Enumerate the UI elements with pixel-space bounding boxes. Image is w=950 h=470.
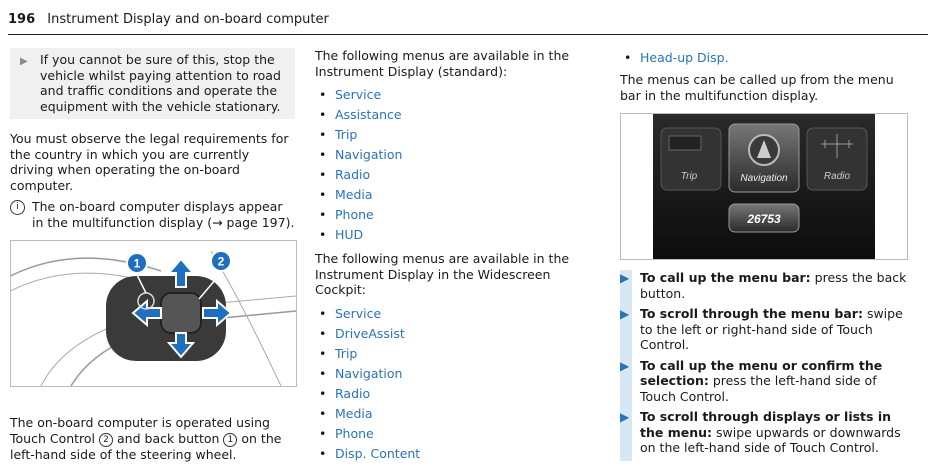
- extra-menu-list: [620, 48, 910, 68]
- callout-badge-1-label: 1: [133, 256, 141, 271]
- instruction-step: ▶ To call up the menu or confirm the selection: press the left-hand side of Touch Control.: [620, 358, 910, 405]
- tile-trip-label: Trip: [680, 171, 698, 182]
- info-note: [10, 199, 295, 230]
- menu-link[interactable]: • Media: [315, 185, 597, 205]
- callout-badge-2-label: 2: [217, 254, 225, 269]
- menu-link[interactable]: • Disp. Content: [315, 444, 597, 464]
- touch-control-pad: [161, 293, 201, 333]
- steering-wheel-figure: [10, 240, 297, 387]
- widescreen-intro: The following menus are available in the Instrument Display in the Widescreen Cockpit:: [315, 251, 570, 297]
- instruction-step: ▶ To scroll through displays or lists in the menu: swipe upwards or downwards on the left-hand side of Touch Control.: [620, 409, 910, 456]
- menu-link[interactable]: • Trip: [315, 125, 597, 145]
- operation-text-c: on the left-hand side of the steering wheel.: [10, 430, 282, 462]
- menubar-paragraph: The menus can be called up from the menu bar in the multifunction display.: [620, 72, 894, 103]
- instruction-step: ▶ To scroll through the menu bar: swipe to the left or right-hand side of Touch Control.: [620, 306, 910, 353]
- menu-link[interactable]: • Media: [315, 404, 597, 424]
- menu-link[interactable]: • Trip: [315, 344, 597, 364]
- page-title: Instrument Display and on-board computer: [47, 12, 329, 27]
- menu-link[interactable]: • Phone: [315, 205, 597, 225]
- step-arrow-icon: ▶: [620, 271, 630, 285]
- menu-link[interactable]: • DriveAssist: [315, 324, 597, 344]
- page-number: 196: [8, 12, 36, 27]
- info-text: The on-board computer displays appear in the multifunction display (→ page 197).: [32, 199, 295, 230]
- warning-text: If you cannot be sure of this, stop the vehicle whilst paying attention to road and traffic conditions and operate the equipment with the vehicle stationary.: [40, 52, 281, 114]
- instruction-steps: [620, 270, 910, 456]
- tile-navigation-label: Navigation: [740, 173, 788, 184]
- menu-link[interactable]: • Radio: [315, 165, 597, 185]
- operation-paragraph: [10, 415, 295, 462]
- operation-text-b: and back button: [117, 430, 220, 446]
- steering-wheel-illustration: [11, 241, 296, 386]
- step-arrow-icon: ▶: [620, 358, 630, 373]
- menu-link[interactable]: • Service: [315, 304, 597, 324]
- menu-link-head-up[interactable]: • Head-up Disp.: [620, 48, 910, 68]
- warning-box: [10, 48, 295, 119]
- triangle-bullet-icon: ▶: [20, 56, 28, 67]
- page-header: [8, 12, 928, 35]
- menu-link[interactable]: • Assistance: [315, 105, 597, 125]
- menu-link[interactable]: • Service: [315, 85, 597, 105]
- tile-radio-label: Radio: [823, 171, 851, 182]
- standard-intro: The following menus are available in the Instrument Display (standard):: [315, 48, 570, 79]
- operation-text-a: The on-board computer is operated using Touch Control: [10, 415, 270, 446]
- multifunction-display-illustration: [621, 114, 907, 259]
- menu-link[interactable]: • Radio: [315, 384, 597, 404]
- callout-ref-2: 2: [99, 433, 113, 447]
- menu-link[interactable]: • HUD: [315, 225, 597, 245]
- menu-link[interactable]: • Navigation: [315, 145, 597, 165]
- info-icon: i: [10, 200, 25, 215]
- callout-ref-1: 1: [223, 433, 237, 447]
- column-left: [10, 48, 295, 468]
- menu-link[interactable]: • Phone: [315, 424, 597, 444]
- step-arrow-icon: ▶: [620, 307, 630, 321]
- widescreen-menu-list: [315, 304, 597, 464]
- multifunction-display-figure: [620, 113, 908, 260]
- instruction-step: ▶ To call up the menu bar: press the back button.: [620, 270, 910, 301]
- step-arrow-icon: ▶: [620, 410, 630, 424]
- legal-paragraph: You must observe the legal requirements for the country in which you are currently driving when operating the on-board computer.: [10, 131, 289, 193]
- column-middle: [315, 48, 597, 470]
- standard-menu-list: [315, 85, 597, 245]
- odometer-value: 26753: [747, 212, 781, 226]
- column-right: [620, 48, 910, 462]
- menu-link[interactable]: • Navigation: [315, 364, 597, 384]
